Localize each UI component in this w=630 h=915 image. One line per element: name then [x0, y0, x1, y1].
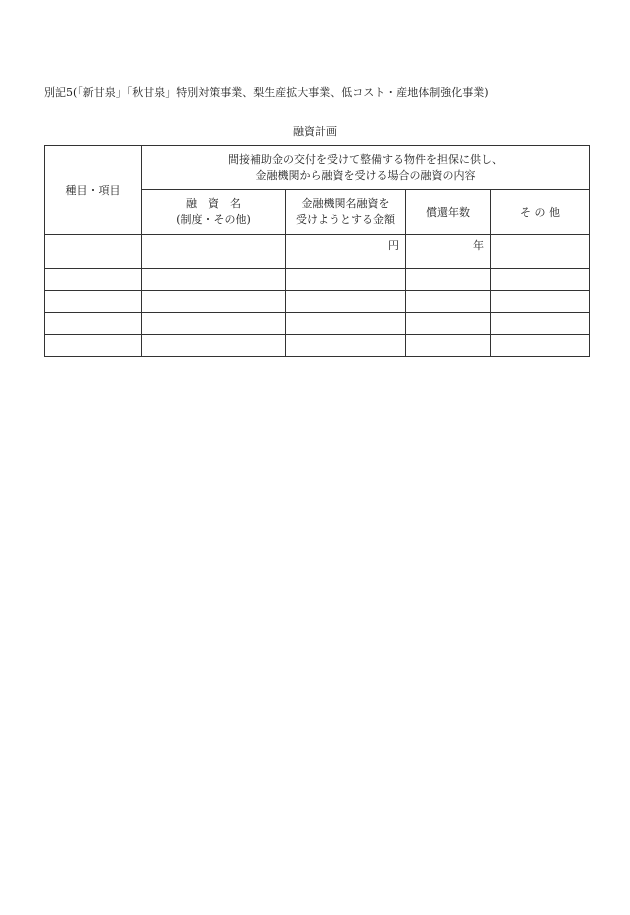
- table-row: [45, 313, 590, 335]
- header-loan-name-line2: (制度・その他): [176, 213, 251, 226]
- table-cell: [142, 291, 286, 313]
- header-loan-content-line2: 金融機関から融資を受ける場合の融資の内容: [255, 168, 476, 182]
- table-cell: [286, 291, 406, 313]
- header-loan-name: [142, 190, 286, 235]
- table-cell: [286, 335, 406, 357]
- header-loan-content-line1: 間接補助金の交付を受けて整備する物件を担保に供し、: [228, 152, 503, 166]
- table-row: [45, 335, 590, 357]
- table-cell: [45, 235, 142, 269]
- header-loan-name-line1: 融 資 名: [186, 197, 241, 210]
- table-cell: [45, 269, 142, 291]
- header-loan-amount: [286, 190, 406, 235]
- table-row: [45, 235, 590, 269]
- header-repayment-years: 償還年数: [406, 190, 491, 235]
- table-cell: [45, 335, 142, 357]
- table-cell: [406, 269, 491, 291]
- table-cell: [406, 313, 491, 335]
- table-cell: [491, 269, 590, 291]
- table-cell: [491, 235, 590, 269]
- table-cell: [142, 335, 286, 357]
- table-cell: [491, 313, 590, 335]
- table-row: [45, 291, 590, 313]
- table-cell: [142, 313, 286, 335]
- table-cell: [406, 291, 491, 313]
- header-loan-amount-line1: 金融機関名融資を: [301, 197, 390, 210]
- years-unit: 年: [406, 235, 491, 269]
- document-title: 融資計画: [293, 125, 337, 138]
- table-cell: [286, 269, 406, 291]
- table-cell: [491, 335, 590, 357]
- table-cell: [491, 291, 590, 313]
- table-cell: [142, 269, 286, 291]
- header-loan-amount-line2: 受けようとする金額: [296, 213, 395, 226]
- table-cell: [45, 291, 142, 313]
- table-row: [45, 269, 590, 291]
- amount-unit-yen: 円: [286, 235, 406, 269]
- header-other: そ の 他: [491, 190, 590, 235]
- table-cell: [142, 235, 286, 269]
- loan-plan-table: [44, 145, 590, 357]
- document-heading: 別記5(「新甘泉」「秋甘泉」特別対策事業、梨生産拡大事業、低コスト・産地体制強化事業): [44, 86, 489, 99]
- table-cell: [406, 335, 491, 357]
- header-type-item: 種目・項目: [45, 146, 142, 235]
- table-cell: [45, 313, 142, 335]
- table-cell: [286, 313, 406, 335]
- header-loan-content: [142, 146, 590, 190]
